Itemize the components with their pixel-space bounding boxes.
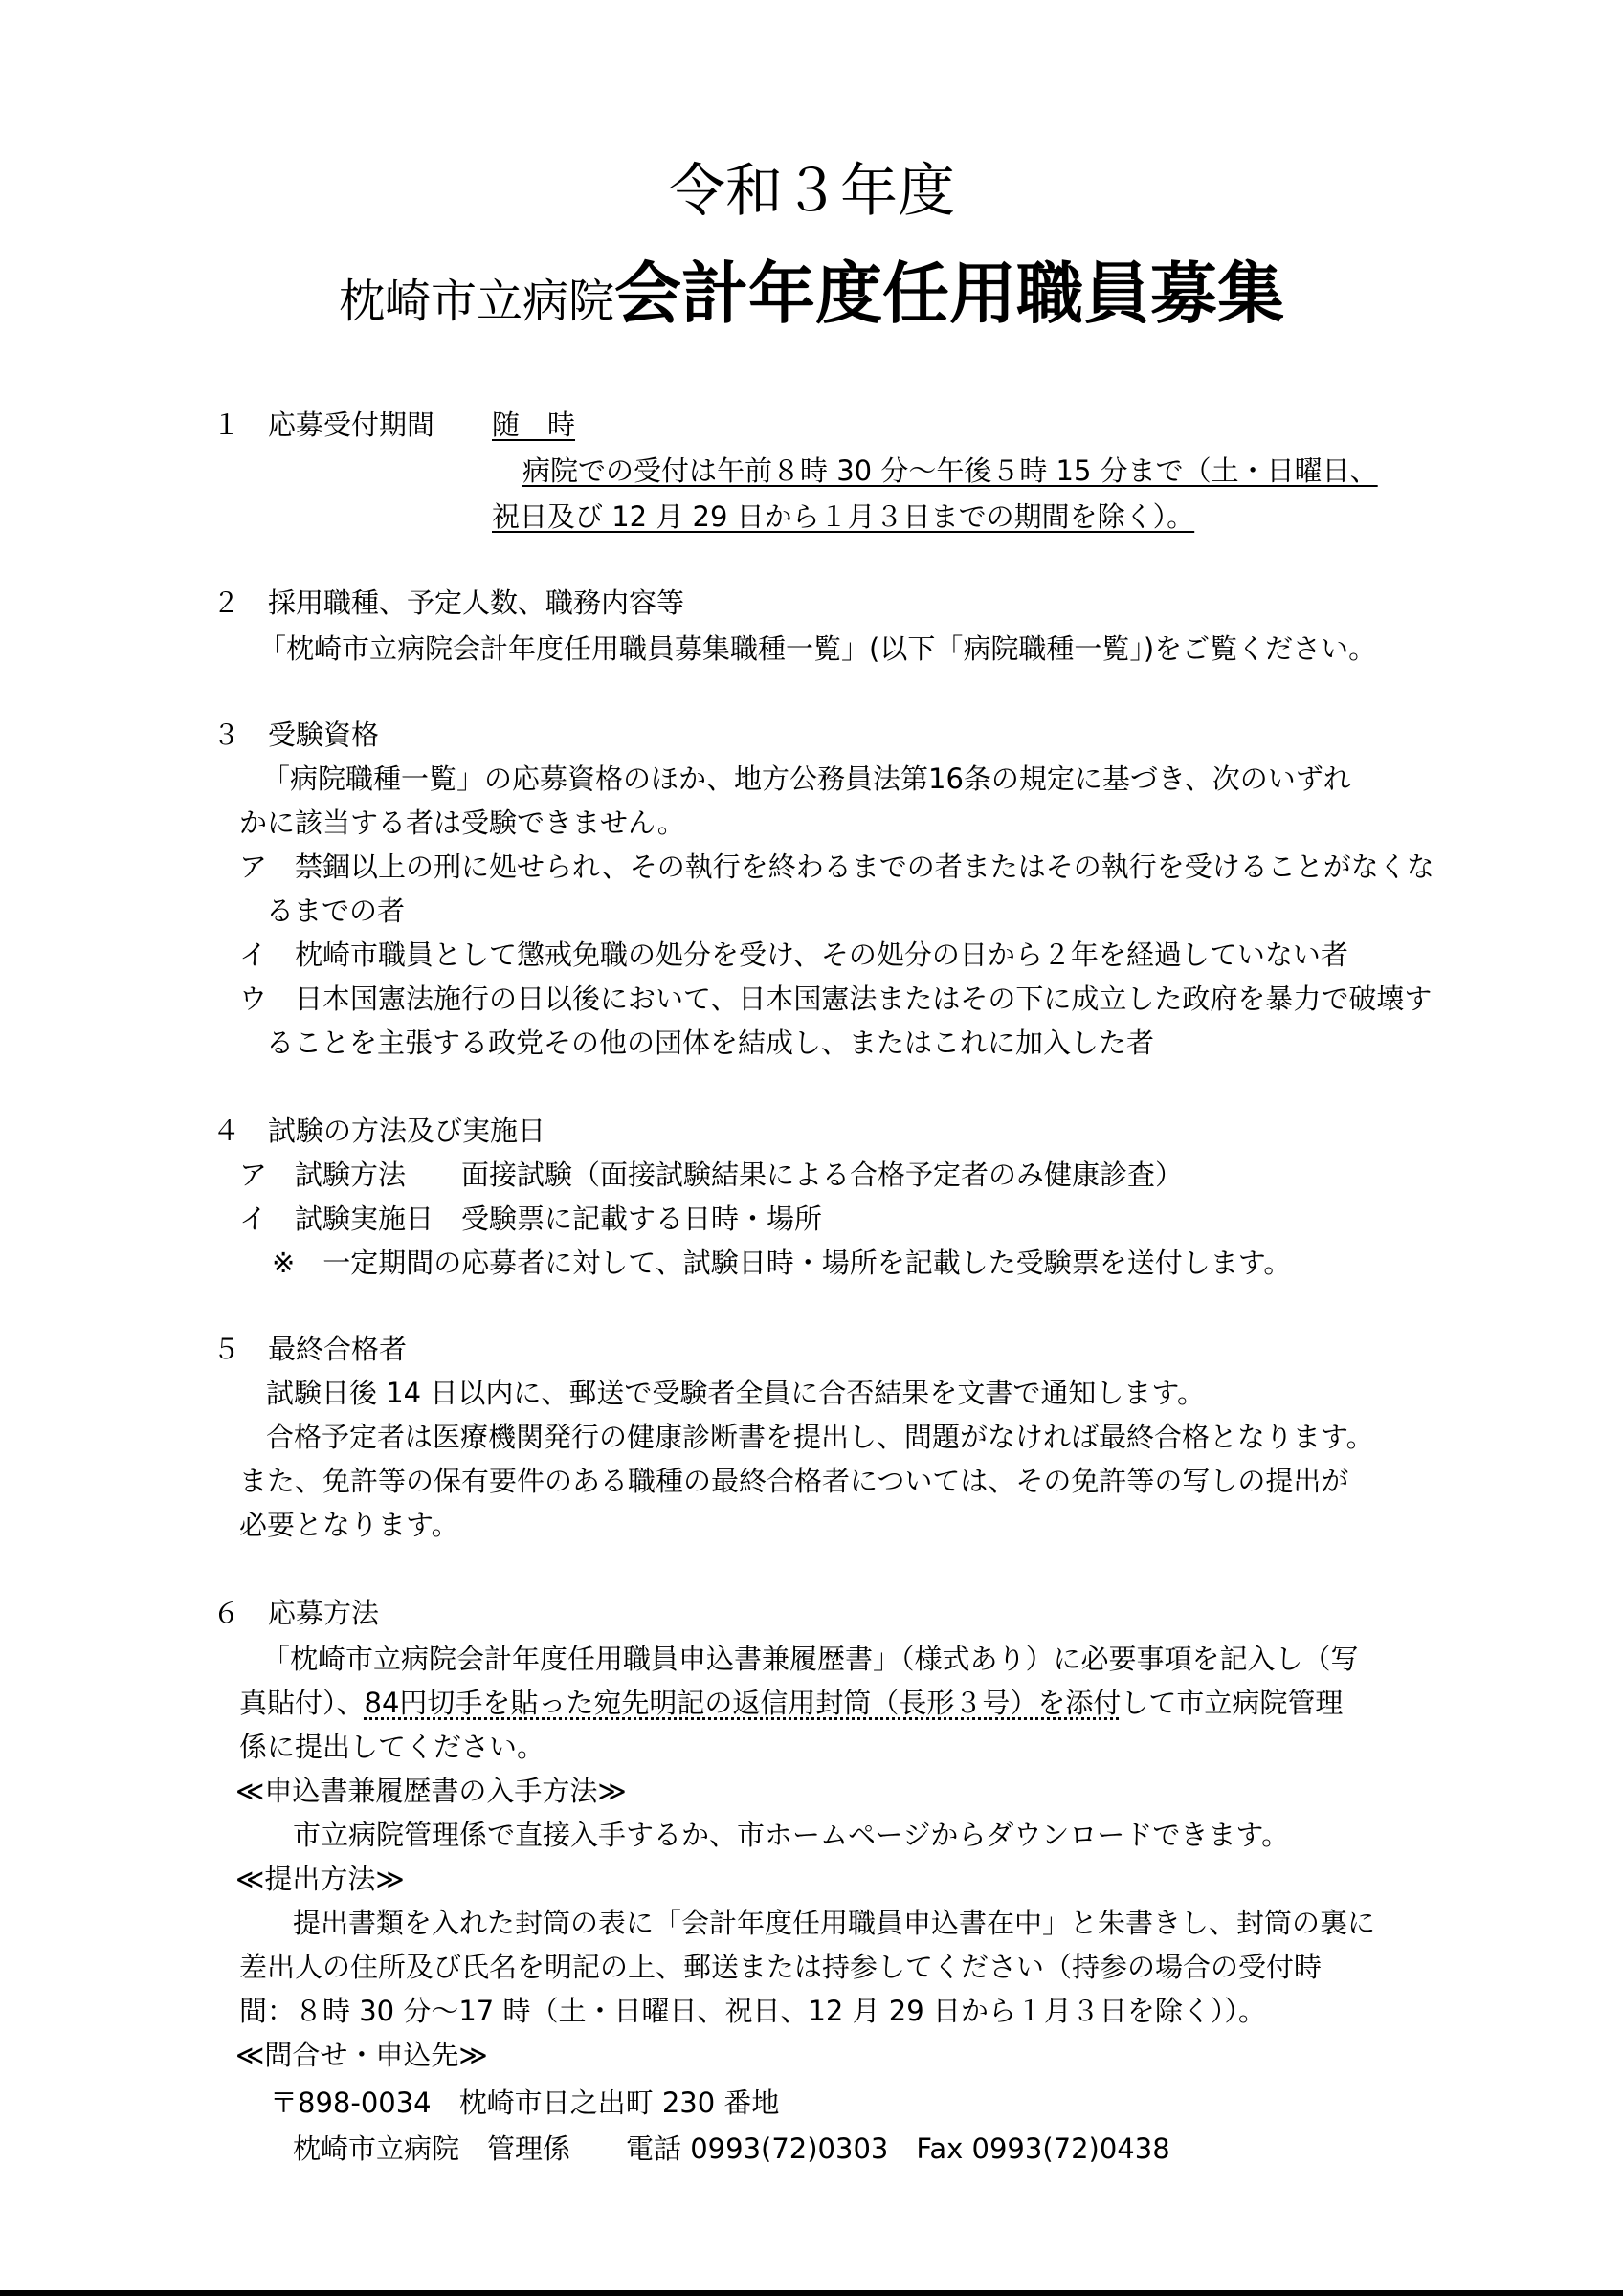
s6-sub-submit-line3: 間：８時 30 分～17 時（土・日曜日、祝日、12 月 29 日から１月３日を除く））。 — [239, 1995, 1266, 2027]
contact-phone-fax: 枕崎市立病院 管理係 電話 0993(72)0303 Fax 0993(72)0438 — [293, 2132, 1170, 2165]
title-hospital: 枕崎市立病院 — [338, 275, 614, 328]
s4-item-i: イ 試験実施日 受験票に記載する日時・場所 — [239, 1203, 823, 1235]
s6-line2 — [239, 1684, 1343, 1722]
s3-item-u2: ることを主張する政党その他の団体を結成し、またはこれに加入した者 — [266, 1027, 1155, 1059]
s5-line1: 試験日後 14 日以内に、郵送で受験者全員に合否結果を文書で通知します。 — [266, 1377, 1206, 1409]
s1-value: 随 時 — [492, 408, 576, 441]
s6-line2-a: 真貼付）、 — [239, 1687, 365, 1719]
s6-heading: ６ 応募方法 — [212, 1597, 380, 1629]
s6-sub-heading-submit: ≪提出方法≫ — [235, 1863, 405, 1895]
s3-item-i: イ 枕崎市職員として懲戒免職の処分を受け、その処分の日から２年を経過していない者 — [239, 938, 1348, 971]
s6-line1: 「枕崎市立病院会計年度任用職員申込書兼履歴書」（様式あり）に必要事項を記入し（写 — [262, 1643, 1359, 1675]
s3-item-a1: ア 禁錮以上の刑に処せられ、その執行を終わるまでの者またはその執行を受けることがなくな — [239, 850, 1434, 883]
contact-address: 〒898-0034 枕崎市日之出町 230 番地 — [270, 2086, 780, 2119]
s3-item-a2: るまでの者 — [266, 894, 406, 927]
s1-line2: 祝日及び 12 月 29 日から１月３日までの期間を除く）。 — [492, 500, 1195, 533]
s6-sub-submit-line2: 差出人の住所及び氏名を明記の上、郵送または持参してください（持参の場合の受付時 — [239, 1951, 1323, 1983]
s4-note: ※ 一定期間の応募者に対して、試験日時・場所を記載した受験票を送付します。 — [272, 1247, 1292, 1279]
s6-line2-c: して市立病院管理 — [1121, 1687, 1344, 1719]
bottom-rule — [0, 2290, 1623, 2296]
s6-line2-underlined: 84円切手を貼った宛先明記の返信用封筒（長形３号）を添付 — [364, 1687, 1122, 1719]
s5-heading: ５ 最終合格者 — [212, 1333, 408, 1365]
s1-heading: １ 応募受付期間 — [212, 408, 435, 441]
s3-heading: ３ 受験資格 — [212, 718, 380, 751]
s6-line3: 係に提出してください。 — [239, 1731, 545, 1763]
s6-sub-obtain-body: 市立病院管理係で直接入手するか、市ホームページからダウンロードできます。 — [293, 1819, 1290, 1851]
s2-heading: ２ 採用職種、予定人数、職務内容等 — [212, 586, 685, 619]
s6-sub-heading-contact: ≪問合せ・申込先≫ — [235, 2039, 488, 2071]
title-main — [0, 251, 1623, 355]
s3-body2: かに該当する者は受験できません。 — [239, 806, 685, 839]
s5-line3: また、免許等の保有要件のある職種の最終合格者については、その免許等の写しの提出が — [239, 1465, 1349, 1497]
s4-heading: ４ 試験の方法及び実施日 — [212, 1115, 546, 1147]
s3-body1: 「病院職種一覧」の応募資格のほか、地方公務員法第16条の規定に基づき、次のいずれ — [262, 762, 1351, 795]
s5-line4: 必要となります。 — [239, 1509, 459, 1541]
s3-item-u1: ウ 日本国憲法施行の日以後において、日本国憲法またはその下に成立した政府を暴力で破壊す — [239, 982, 1433, 1015]
title-year: 令和３年度 — [668, 158, 955, 225]
s5-line2: 合格予定者は医療機関発行の健康診断書を提出し、問題がなければ最終合格となります。 — [266, 1421, 1374, 1453]
s4-item-a: ア 試験方法 面接試験（面接試験結果による合格予定者のみ健康診査） — [239, 1159, 1184, 1191]
s6-sub-submit-line1: 提出書類を入れた封筒の表に「会計年度任用職員申込書在中」と朱書きし、封筒の裏に — [293, 1907, 1376, 1939]
s6-sub-heading-obtain: ≪申込書兼履歴書の入手方法≫ — [235, 1775, 627, 1807]
s1-line1: 病院での受付は午前８時 30 分～午後５時 15 分まで（土・日曜日、 — [522, 454, 1378, 487]
title-recruit: 会計年度任用職員募集 — [614, 254, 1284, 333]
s2-body: 「枕崎市立病院会計年度任用職員募集職種一覧」(以下「病院職種一覧」)をご覧ください。 — [258, 632, 1377, 665]
